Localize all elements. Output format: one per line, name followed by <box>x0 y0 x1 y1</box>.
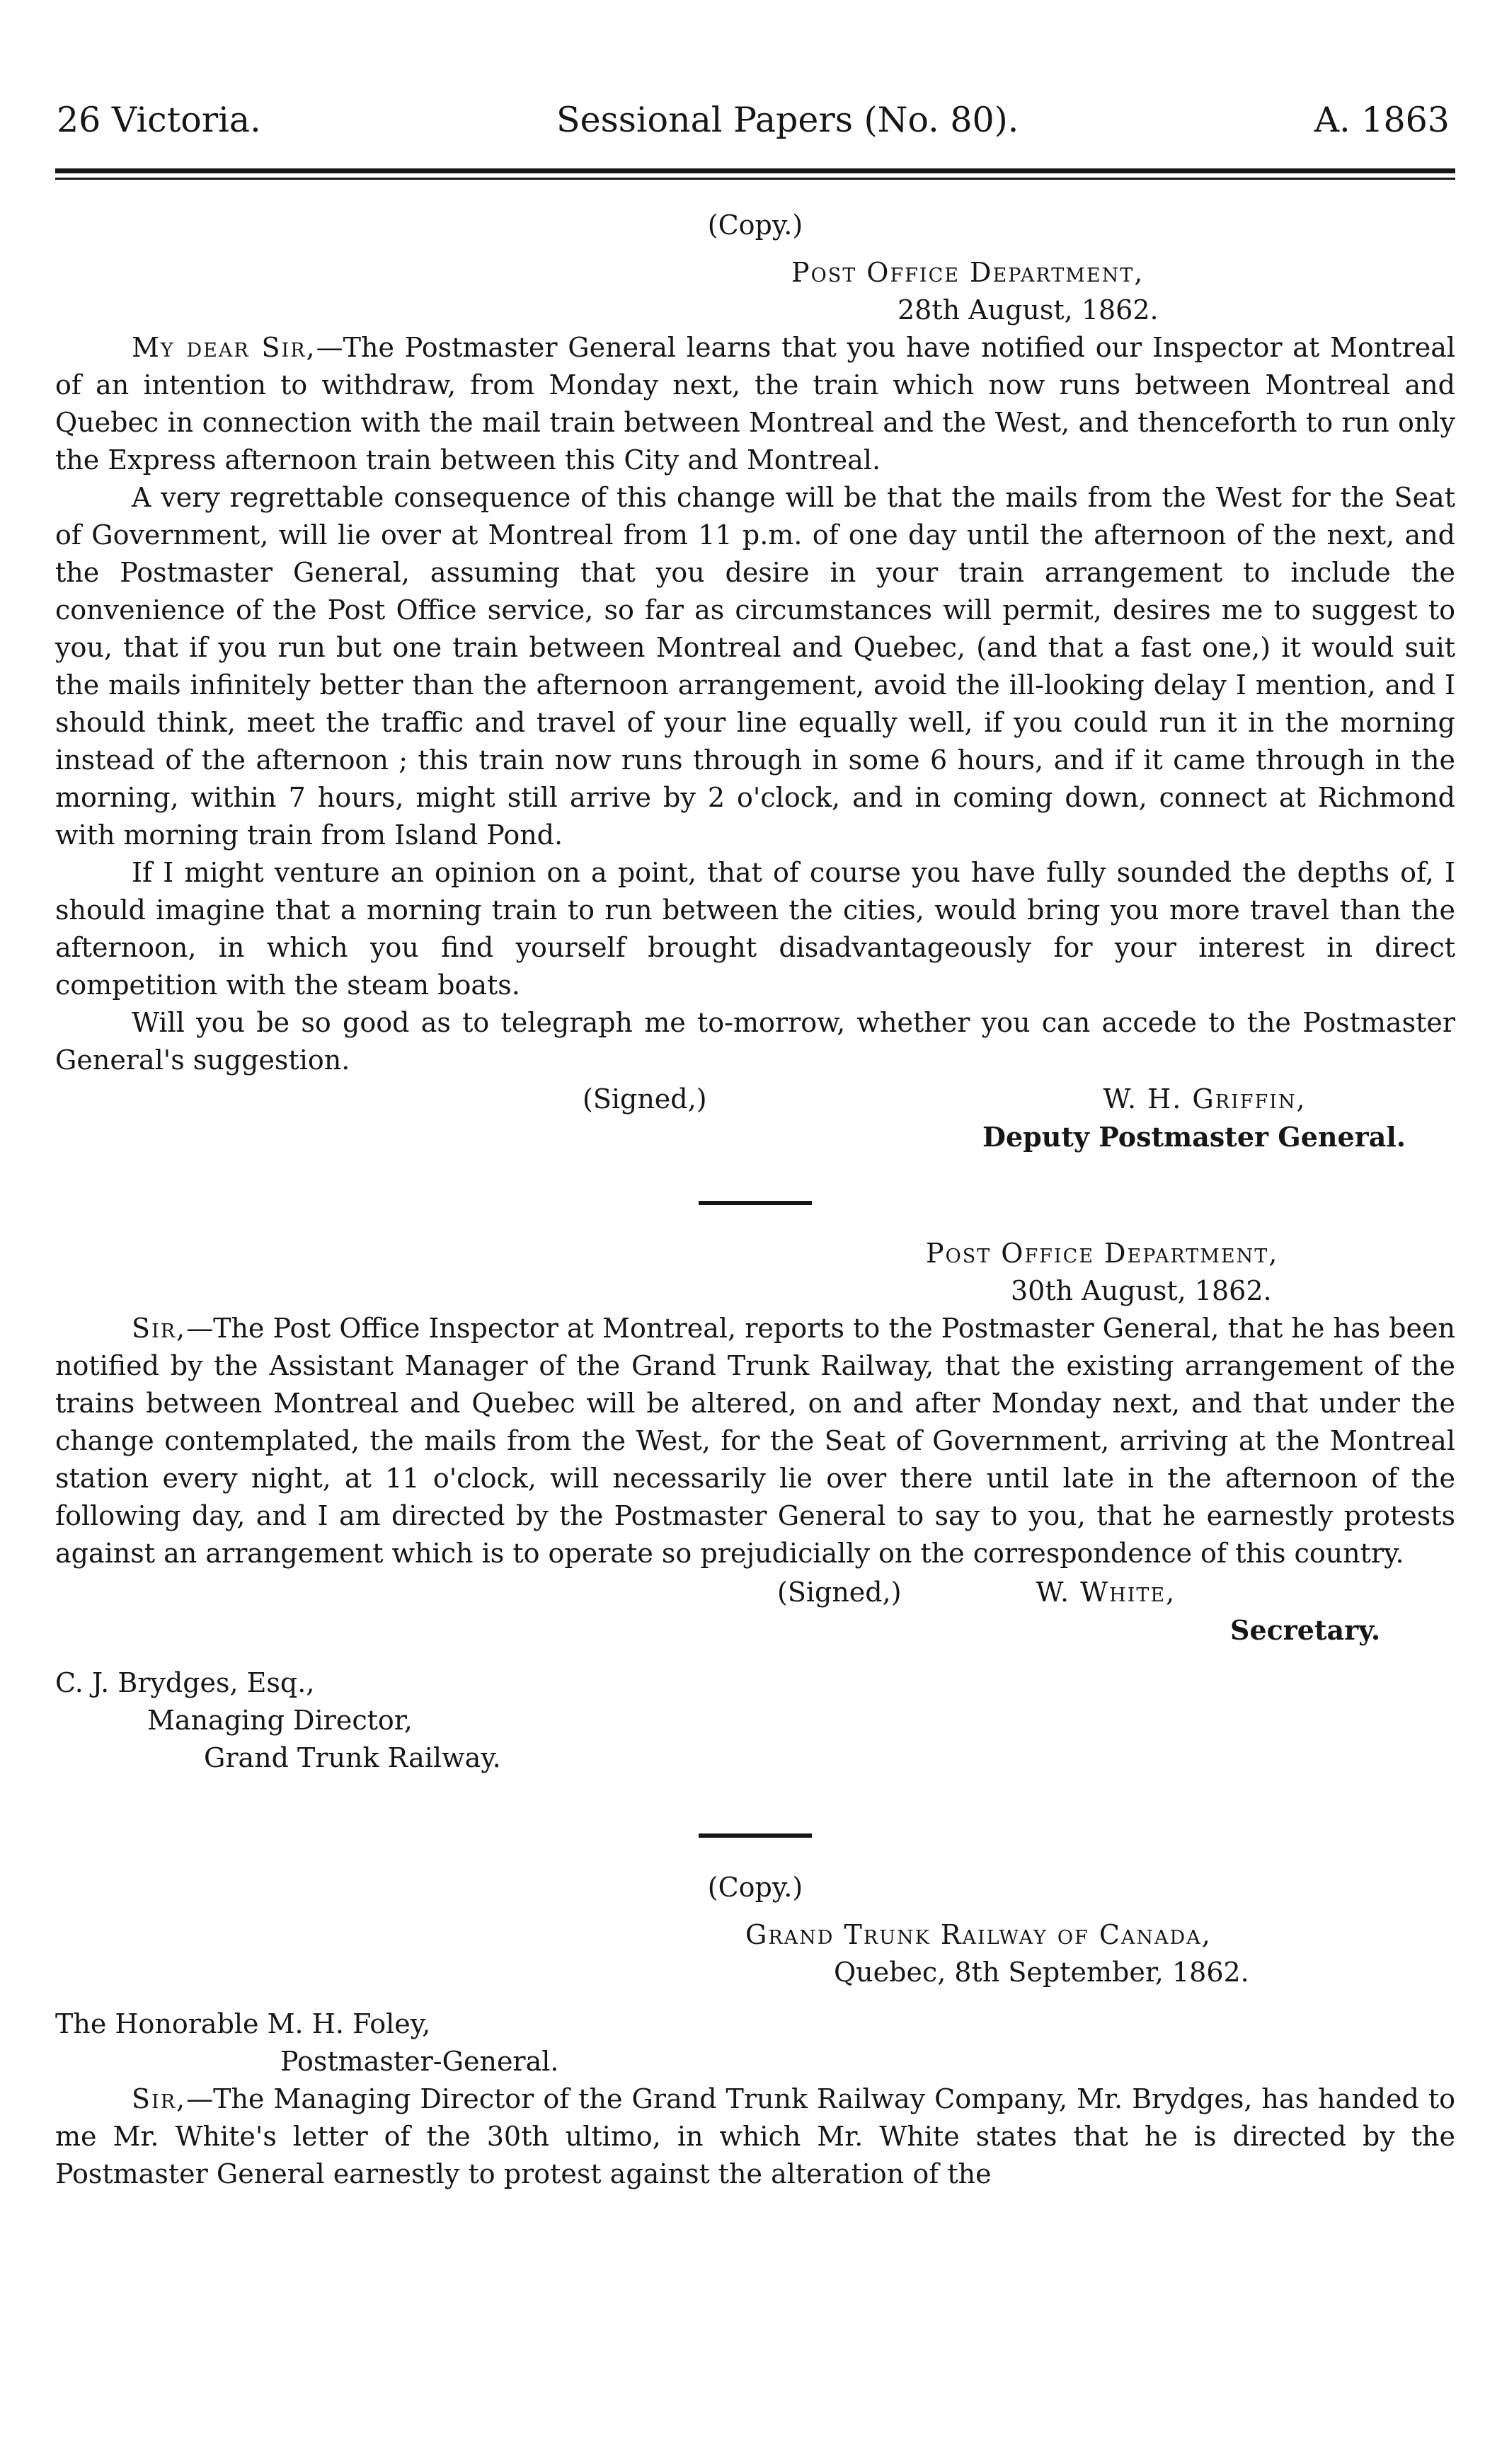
header-year: A. 1863 <box>1314 100 1450 140</box>
letter1-signer-title: Deputy Postmaster General. <box>982 1121 1406 1153</box>
letter3-paragraph-1 <box>55 2080 1455 2193</box>
letter2-signed: (Signed,) <box>777 1577 902 1608</box>
letter3-company: Grand Trunk Railway of Canada, <box>745 1919 1212 1950</box>
separator-1 <box>699 1201 812 1205</box>
letter3-addressee-name: The Honorable M. H. Foley, <box>55 2008 431 2039</box>
letter2-salutation: Sir, <box>132 1313 187 1344</box>
letter1-salutation: My dear Sir, <box>132 332 316 363</box>
letter1-paragraph-1 <box>55 329 1455 479</box>
letter2-department: Post Office Department, <box>926 1238 1279 1269</box>
letter1-signature-line <box>55 1081 1455 1118</box>
letter2-signer: W. White, <box>1036 1577 1176 1608</box>
letter1-signed: (Signed,) <box>583 1083 707 1115</box>
letter2-paragraph-1 <box>55 1310 1455 1572</box>
letter3-addressee-title: Postmaster-General. <box>280 2046 559 2077</box>
letter2-date: 30th August, 1862. <box>1011 1275 1272 1306</box>
header-rule-thick <box>55 168 1455 173</box>
letter1-paragraph-2: A very regrettable consequence of this change will be that the mails from the West for the Seat of Government, will lie over at Montreal from 11 p.m. of one day until the afternoon of the next, and the Postmaster General, assuming that you desire in your train arrangement to include the convenience of the Post Office service, so far as circumstances will permit, desires me to suggest to you, that if you run but one train between Montreal and Quebec, (and that a fast one,) it would suit the mails infinitely better than the afternoon arrangement, avoid the ill-looking delay I mention, and I should think, meet the traffic and travel of your line equally well, if you could run it in the morning instead of the afternoon ; this train now runs through in some 6 hours, and if it came through in the morning, within 7 hours, might still arrive by 2 o'clock, and in coming down, connect at Richmond with morning train from Island Pond. <box>55 482 1455 851</box>
letter1-signer: W. H. Griffin, <box>1103 1083 1307 1115</box>
letter3-salutation: Sir, <box>132 2083 187 2114</box>
header-session: 26 Victoria. <box>57 100 261 140</box>
letter3-copy-label: (Copy.) <box>707 1872 803 1903</box>
document-body <box>55 207 1455 2193</box>
letter2-addressee-company: Grand Trunk Railway. <box>204 1742 501 1773</box>
letter2-addressee-role: Managing Director, <box>147 1705 413 1736</box>
letter3-date: Quebec, 8th September, 1862. <box>834 1957 1249 1988</box>
page-header <box>55 99 1455 142</box>
separator-2 <box>699 1833 812 1838</box>
letter1-date: 28th August, 1862. <box>898 294 1159 326</box>
letter2-paragraph-1-text: —The Post Office Inspector at Montreal, reports to the Postmaster General, that he has been notified by the Assistant Manager of the Grand Trunk Railway, that the existing arrangement of the trains between Montreal and Quebec will be altered, on and after Monday next, and that under the change contemplated, the mails from the West, for the Seat of Government, arriving at the Montreal station every night, at 11 o'clock, will necessarily lie over there until late in the afternoon of the following day, and I am directed by the Postmaster General to say to you, that he earnestly protests against an arrangement which is to operate so prejudicially on the correspondence of this country. <box>55 1313 1455 1569</box>
header-rule-thin <box>55 178 1455 180</box>
letter3-paragraph-1-text: —The Managing Director of the Grand Trunk Railway Company, Mr. Brydges, has handed to me Mr. White's letter of the 30th ultimo, in which Mr. White states that he is directed by the Postmaster General earnestly to protest against the alteration of the <box>55 2083 1455 2189</box>
header-title: Sessional Papers (No. 80). <box>556 100 1019 140</box>
letter1-paragraph-1-text: —The Postmaster General learns that you have notified our Inspector at Montreal of an intention to withdraw, from Monday next, the train which now runs between Montreal and Quebec in connection with the mail train between Montreal and the West, and thenceforth to run only the Express afternoon train between this City and Montreal. <box>55 332 1456 476</box>
letter1-paragraph-4: Will you be so good as to telegraph me to-morrow, whether you can accede to the Postmaster General's suggestion. <box>55 1007 1455 1076</box>
letter2-signature-line <box>55 1574 1455 1611</box>
letter1-department: Post Office Department, <box>791 257 1145 288</box>
letter2-addressee-name: C. J. Brydges, Esq., <box>55 1667 315 1698</box>
letter1-paragraph-3: If I might venture an opinion on a point, that of course you have fully sounded the depths of, I should imagine that a morning train to run between the cities, would bring you more travel than the afternoon, in which you find yourself brought disadvantageously for your interest in direct competition with the steam boats. <box>55 857 1455 1001</box>
letter1-copy-label: (Copy.) <box>707 209 803 241</box>
letter2-signer-title: Secretary. <box>1230 1614 1381 1646</box>
